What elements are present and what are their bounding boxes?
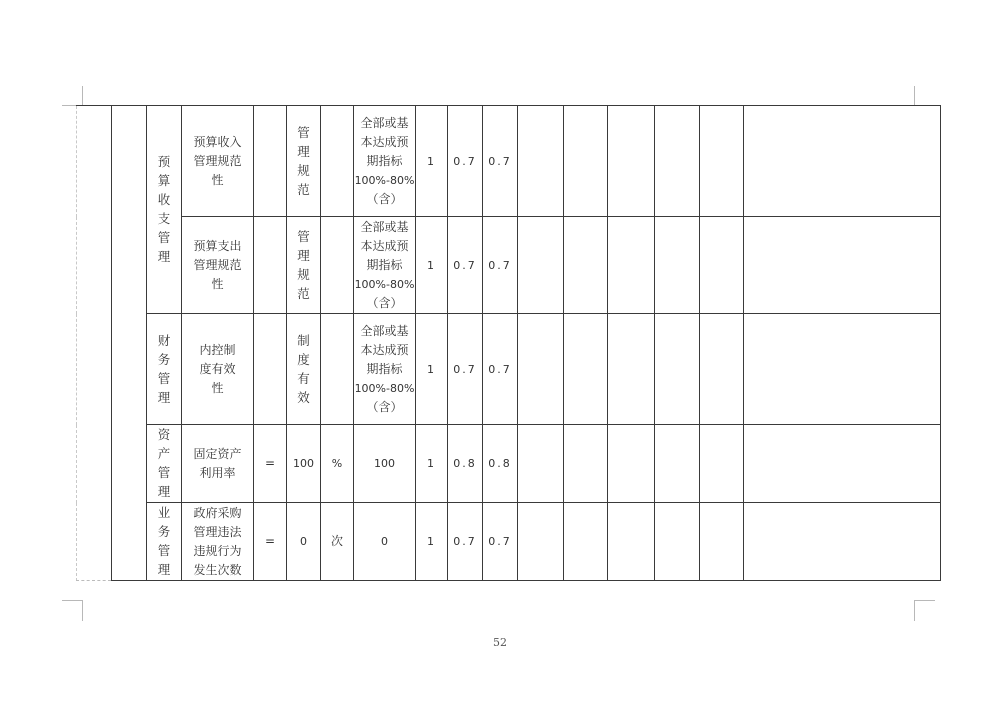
empty-cell bbox=[518, 425, 564, 503]
standard-line: 0 bbox=[381, 535, 388, 548]
target-value: 0 bbox=[300, 535, 307, 548]
empty-cell bbox=[518, 106, 564, 217]
score-b-value: 0.7 bbox=[488, 362, 512, 376]
standard-cell bbox=[354, 314, 416, 425]
target-value-cell bbox=[287, 503, 321, 581]
standard-line: （含） bbox=[366, 399, 403, 414]
operator-cell bbox=[254, 314, 287, 425]
empty-cell bbox=[744, 425, 941, 503]
score-b-value: 0.7 bbox=[488, 154, 512, 168]
category-label: 预算收支管理 bbox=[157, 154, 171, 264]
table-row bbox=[77, 217, 941, 314]
empty-cell bbox=[744, 217, 941, 314]
empty-cell bbox=[518, 503, 564, 581]
category-cell bbox=[147, 314, 182, 425]
crop-mark-top-left bbox=[62, 86, 83, 106]
score-a-value: 0.7 bbox=[453, 258, 477, 272]
score-b-value: 0.7 bbox=[488, 535, 512, 548]
weight-value: 1 bbox=[427, 457, 436, 470]
category-label: 财务管理 bbox=[157, 332, 171, 405]
target-value-cell bbox=[287, 106, 321, 217]
table-row bbox=[77, 314, 941, 425]
empty-cell bbox=[655, 314, 700, 425]
indicator-label: 预算收入管理规范性 bbox=[193, 134, 242, 187]
crop-mark-top-right bbox=[914, 86, 935, 106]
weight-cell bbox=[416, 314, 448, 425]
indicator-cell bbox=[182, 314, 254, 425]
score-a-value: 0.8 bbox=[453, 457, 477, 470]
score-b-cell bbox=[483, 314, 518, 425]
standard-line: 全部或基 bbox=[360, 219, 409, 234]
empty-cell bbox=[700, 314, 744, 425]
performance-indicator-table bbox=[76, 105, 941, 581]
category-cell bbox=[147, 425, 182, 503]
standard-cell bbox=[354, 217, 416, 314]
empty-cell bbox=[608, 106, 655, 217]
empty-cell bbox=[655, 217, 700, 314]
unit-value: % bbox=[331, 457, 343, 470]
empty-cell bbox=[655, 425, 700, 503]
empty-cell bbox=[744, 106, 941, 217]
category-label: 业务管理 bbox=[157, 505, 171, 577]
score-b-cell bbox=[483, 503, 518, 581]
indicator-label: 内控制度有效性 bbox=[199, 342, 236, 395]
standard-line: 期指标 bbox=[366, 153, 403, 168]
score-a-cell bbox=[448, 314, 483, 425]
table-row bbox=[77, 503, 941, 581]
standard-line: 全部或基 bbox=[360, 323, 409, 338]
indicator-label: 政府采购管理违法违规行为发生次数 bbox=[193, 505, 242, 577]
score-a-value: 0.7 bbox=[453, 154, 477, 168]
weight-cell bbox=[416, 503, 448, 581]
score-a-cell bbox=[448, 106, 483, 217]
indicator-cell bbox=[182, 425, 254, 503]
empty-cell bbox=[655, 503, 700, 581]
score-b-cell bbox=[483, 217, 518, 314]
standard-line: （含） bbox=[366, 295, 403, 310]
empty-cell bbox=[564, 314, 608, 425]
empty-cell bbox=[518, 217, 564, 314]
indicator-label: 固定资产利用率 bbox=[193, 446, 242, 480]
indicator-label: 预算支出管理规范性 bbox=[193, 238, 242, 291]
standard-line: 本达成预 bbox=[360, 134, 409, 149]
standard-line: 100%-80% bbox=[354, 277, 415, 291]
standard-line: 全部或基 bbox=[360, 115, 409, 130]
weight-value: 1 bbox=[427, 258, 436, 272]
empty-cell bbox=[700, 106, 744, 217]
score-b-cell bbox=[483, 425, 518, 503]
unit-cell bbox=[321, 217, 354, 314]
level2-blank-cell bbox=[112, 106, 147, 581]
target-value: 100 bbox=[293, 457, 314, 470]
empty-cell bbox=[518, 314, 564, 425]
operator-cell bbox=[254, 503, 287, 581]
score-a-cell bbox=[448, 425, 483, 503]
score-b-value: 0.8 bbox=[488, 457, 512, 470]
table-row bbox=[77, 425, 941, 503]
unit-value: 次 bbox=[330, 534, 343, 548]
crop-mark-bottom-right bbox=[914, 600, 935, 621]
operator-cell bbox=[254, 425, 287, 503]
weight-cell bbox=[416, 106, 448, 217]
unit-cell bbox=[321, 425, 354, 503]
empty-cell bbox=[608, 503, 655, 581]
standard-line: 100%-80% bbox=[354, 381, 415, 395]
score-a-value: 0.7 bbox=[453, 362, 477, 376]
category-cell bbox=[147, 106, 182, 314]
score-a-cell bbox=[448, 503, 483, 581]
score-a-value: 0.7 bbox=[453, 535, 477, 548]
operator-cell bbox=[254, 217, 287, 314]
empty-cell bbox=[744, 503, 941, 581]
standard-line: 100 bbox=[374, 457, 395, 470]
target-value: 管理规范 bbox=[297, 228, 310, 301]
empty-cell bbox=[564, 425, 608, 503]
unit-cell bbox=[321, 314, 354, 425]
crop-mark-bottom-left bbox=[62, 600, 83, 621]
score-a-cell bbox=[448, 217, 483, 314]
empty-cell bbox=[564, 503, 608, 581]
score-b-cell bbox=[483, 106, 518, 217]
category-label: 资产管理 bbox=[157, 427, 171, 499]
standard-cell bbox=[354, 425, 416, 503]
indicator-cell bbox=[182, 106, 254, 217]
operator-value: = bbox=[264, 534, 276, 548]
empty-cell bbox=[700, 425, 744, 503]
unit-cell bbox=[321, 503, 354, 581]
operator-cell bbox=[254, 106, 287, 217]
target-value-cell bbox=[287, 217, 321, 314]
indicator-cell bbox=[182, 503, 254, 581]
empty-cell bbox=[700, 503, 744, 581]
weight-cell bbox=[416, 217, 448, 314]
operator-value: = bbox=[264, 456, 276, 470]
empty-cell bbox=[564, 217, 608, 314]
outer-blank-cell bbox=[77, 106, 112, 581]
target-value-cell bbox=[287, 425, 321, 503]
empty-cell bbox=[564, 106, 608, 217]
standard-line: 本达成预 bbox=[360, 342, 409, 357]
empty-cell bbox=[700, 217, 744, 314]
target-value: 管理规范 bbox=[297, 124, 310, 197]
score-b-value: 0.7 bbox=[488, 258, 512, 272]
standard-line: （含） bbox=[366, 191, 403, 206]
weight-value: 1 bbox=[427, 154, 436, 168]
weight-cell bbox=[416, 425, 448, 503]
weight-value: 1 bbox=[427, 535, 436, 548]
empty-cell bbox=[744, 314, 941, 425]
standard-line: 本达成预 bbox=[360, 238, 409, 253]
standard-line: 期指标 bbox=[366, 257, 403, 272]
category-cell bbox=[147, 503, 182, 581]
empty-cell bbox=[608, 314, 655, 425]
standard-line: 100%-80% bbox=[354, 173, 415, 187]
standard-line: 期指标 bbox=[366, 361, 403, 376]
standard-cell bbox=[354, 106, 416, 217]
empty-cell bbox=[608, 217, 655, 314]
target-value-cell bbox=[287, 314, 321, 425]
empty-cell bbox=[608, 425, 655, 503]
unit-cell bbox=[321, 106, 354, 217]
page-number: 52 bbox=[493, 636, 507, 649]
table-row bbox=[77, 106, 941, 217]
standard-cell bbox=[354, 503, 416, 581]
weight-value: 1 bbox=[427, 362, 436, 376]
indicator-cell bbox=[182, 217, 254, 314]
empty-cell bbox=[655, 106, 700, 217]
target-value: 制度有效 bbox=[297, 332, 310, 405]
